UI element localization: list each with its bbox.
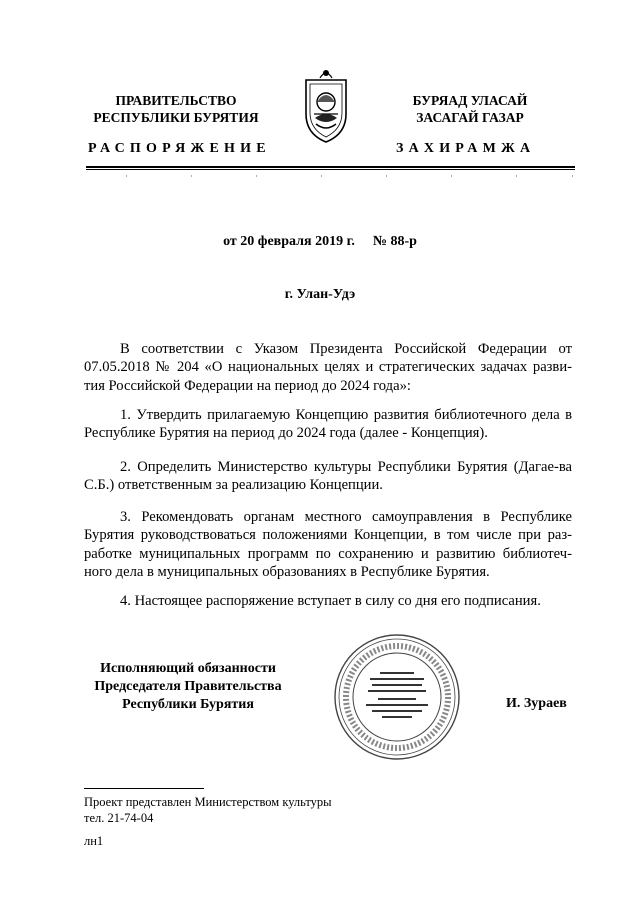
document-date: от 20 февраля 2019 г.: [223, 234, 355, 249]
header-rule-ticks: [86, 175, 575, 181]
footer-phone: тел. 21-74-04: [84, 811, 154, 825]
paragraph-item-2: 2. Определить Министерство культуры Республики Бурятия (Дагае-ва С.Б.) ответственным за реализацию Концепции.: [84, 459, 572, 494]
paragraph-item-1: 1. Утвердить прилагаемую Концепцию развития библиотечного дела в Республике Бурятия на период до 2024 года (далее - Концепция).: [84, 407, 572, 442]
header-rule-thin: [86, 169, 575, 170]
signatory-position: [84, 660, 292, 714]
paragraph-preamble: В соответствии с Указом Президента Российской Федерации от 07.05.2018 № 204 «О национальных целях и стратегических задачах разви-тия Российской Федерации на период до 2024 года»:: [84, 341, 572, 394]
paragraph-item-3: 3. Рекомендовать органам местного самоуправления в Республике Бурятия руководствоваться положениями Концепции, в том числе при раз-работке муниципальных программ по сохранению и развитию библиотеч-ного дела в муниципальных образованиях в Республике Бурятия.: [84, 509, 572, 580]
signatory-position-line-2: Председателя Правительства: [94, 679, 282, 694]
header-left: [78, 92, 274, 126]
footer-rule: [84, 788, 204, 789]
footer-code: лн1: [84, 834, 104, 848]
header-right-line-2: ЗАСАГАЙ ГАЗАР: [416, 110, 524, 125]
header-left-line-2: РЕСПУБЛИКИ БУРЯТИЯ: [93, 110, 259, 125]
signatory-position-line-1: Исполняющий обязанности: [100, 661, 276, 676]
document-number: № 88-р: [372, 234, 417, 249]
paragraph-item-4: 4. Настоящее распоряжение вступает в силу со дня его подписания.: [120, 593, 541, 609]
coat-of-arms-icon: [300, 66, 352, 144]
footer-project-note: Проект представлен Министерством культуры: [84, 795, 332, 809]
header-right: [370, 92, 570, 126]
header-rule-thick: [86, 166, 575, 168]
doc-type-left: РАСПОРЯЖЕНИЕ: [88, 141, 271, 156]
header-right-line-1: БУРЯАД УЛАСАЙ: [412, 93, 528, 108]
official-seal-icon: [332, 632, 462, 762]
doc-type-right: ЗАХИРАМЖА: [396, 141, 536, 156]
document-date-line: [0, 234, 640, 250]
header-left-line-1: ПРАВИТЕЛЬСТВО: [115, 93, 237, 108]
signatory-position-line-3: Республики Бурятия: [122, 697, 254, 712]
signatory-name: И. Зураев: [506, 696, 567, 711]
document-city: г. Улан-Удэ: [284, 287, 356, 302]
